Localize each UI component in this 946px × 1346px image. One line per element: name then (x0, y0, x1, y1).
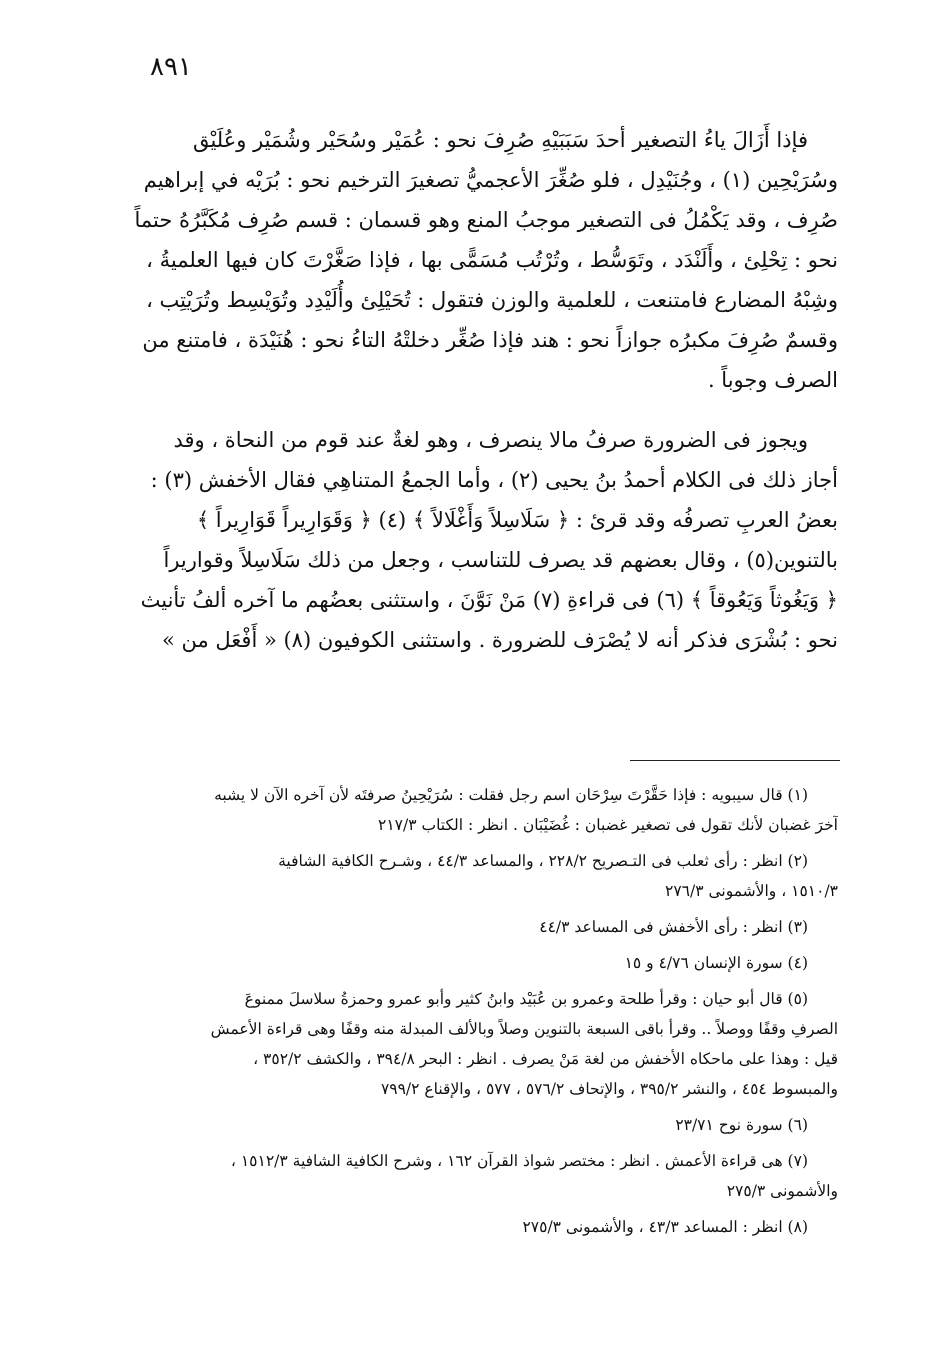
text-line: وقسمٌ صُرِفَ مكبرُه جوازاً نحو : هند فإذا صُغِّر دخلتْهُ التاءُ نحو : هُنَيْدَة ، فامتنع من (142, 328, 838, 352)
footnote-line: آخرَ غضبان لأنك تقول فى تصغير غضبان : غُضَيْبَان . انظر : الكتاب ٢١٧/٣ (378, 816, 838, 834)
text-line: نحو : تِحْلِئ ، وأَلَنْدَد ، وتَوَسُّط ، وتُرْتُب مُسَمًّى بها ، فإذا صَغَّرْتَ كان فيها العلميةُ ، (146, 248, 838, 272)
page-number: ٨٩١ (150, 52, 192, 82)
text-line: بالتنوين(٥) ، وقال بعضهم قد يصرف للتناسب ، وجعل من ذلك سَلَاسِلاً وقواريراً (163, 548, 838, 572)
footnote-line: والمبسوط ٤٥٤ ، والنشر ٣٩٥/٢ ، والإتحاف ٥٧٦/٢ ، ٥٧٧ ، والإقناع ٧٩٩/٢ (380, 1080, 838, 1098)
text-line: نحو : بُشْرَى فذكر أنه لا يُصْرَف للضرورة . واستثنى الكوفيون (٨) « أَفْعَل من » (161, 628, 838, 652)
text-line: ويجوز فى الضرورة صرفُ مالا ينصرف ، وهو لغةٌ عند قوم من النحاة ، وقد (173, 428, 808, 452)
text-line: وسُرَيْحِين (١) ، وجُنَيْدِل ، فلو صُغِّرَ الأعجميُّ تصغيرَ الترخيم نحو : بُرَيْه في إبراهيم (143, 168, 838, 192)
footnote-line: قيل : وهذا على ماحكاه الأخفش من لغة مَنْ يصرف . انظر : البحر ٣٩٤/٨ ، والكشف ٣٥٢/٢ ، (253, 1050, 838, 1068)
footnote-line: (٥) قال أبو حيان : وقرأ طلحة وعمرو بن عُبَيْد وابنُ كثير وأبو عمرو وحمزةُ سلاسلَ ممنوعَ (244, 990, 808, 1008)
text-line: وشِبْهُ المضارع فامتنعت ، للعلمية والوزن فتقول : تُحَيْلِئ وأُلَيْدِد وتُوَيْسِط وتُرَيْتِب ، (146, 288, 838, 312)
footnote-separator (630, 760, 840, 761)
footnote-line: والأشمونى ٢٧٥/٣ (726, 1182, 838, 1200)
text-line: أجاز ذلك فى الكلام أحمدُ بنُ يحيى (٢) ، وأما الجمعُ المتناهِي فقال الأخفش (٣) : (150, 468, 838, 492)
text-line: فإذا أَزَالَ ياءُ التصغير أحدَ سَبَبَيْهِ صُرِفَ نحو : عُمَيْر وسُحَيْر وشُمَيْر وعُلَيْق (192, 128, 808, 152)
main-text (118, 120, 838, 660)
text-line: ﴿ وَيَغُوثاً وَيَعُوقاً ﴾ (٦) فى قراءةِ (٧) مَنْ نَوَّنَ ، واستثنى بعضُهم ما آخره ألفُ تأنيث (140, 588, 838, 612)
text-line: الصرف وجوباً . (707, 368, 838, 392)
footnote-line: (٧) هى قراءة الأعمش . انظر : مختصر شواذ القرآن ١٦٢ ، وشرح الكافية الشافية ١٥١٢/٣ ، (230, 1152, 808, 1170)
footnotes (118, 780, 838, 1242)
paragraph-gap (118, 400, 838, 420)
footnote-line: ١٥١٠/٣ ، والأشمونى ٢٧٦/٣ (665, 882, 838, 900)
footnote-line: (٦) سورة نوح ٢٣/٧١ (675, 1116, 808, 1134)
text-line: بعضُ العربِ تصرفُه وقد قرئ : ﴿ سَلَاسِلاً وَأَغْلَالاً ﴾ (٤) ﴿ وَقَوَارِيراً قَوَارِيراً ﴾ (196, 508, 838, 532)
text-line: صُرِف ، وقد يَكْمُلُ فى التصغير موجبُ المنع وهو قسمان : قسم صُرِف مُكَبَّرُهُ حتماً (134, 208, 838, 232)
footnote-line: الصرفِ وقفًا ووصلاً .. وقرأ باقى السبعة بالتنوين وصلاً وبالألف المبدلة منه وقفًا وهى قراءة الأعمش (210, 1020, 838, 1038)
footnote-line: (١) قال سيبويه : فإذا حَقَّرْتَ سِرْحَان اسم رجل فقلت : سُرَيْحِينُ صرفتَه لأن آخره الآن لا يشبه (214, 786, 808, 804)
footnote-line: (٨) انظر : المساعد ٤٣/٣ ، والأشمونى ٢٧٥/٣ (522, 1218, 808, 1236)
footnote-line: (٢) انظر : رأى ثعلب فى التـصريح ٢٢٨/٢ ، والمساعد ٤٤/٣ ، وشـرح الكافية الشافية (278, 852, 808, 870)
footnote-line: (٣) انظر : رأى الأخفش فى المساعد ٤٤/٣ (539, 918, 808, 936)
footnote-line: (٤) سورة الإنسان ٤/٧٦ و ١٥ (624, 954, 808, 972)
